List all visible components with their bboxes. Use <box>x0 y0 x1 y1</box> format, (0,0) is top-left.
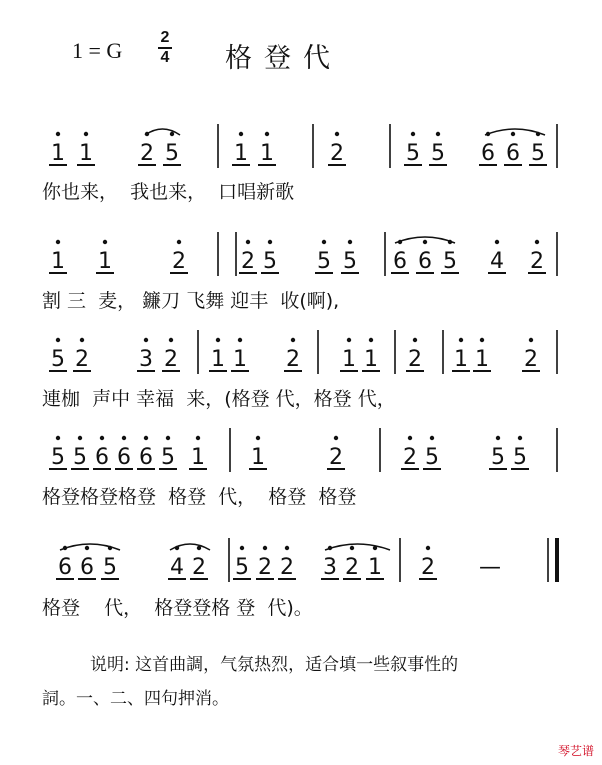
high-octave-dot <box>430 436 434 440</box>
lyric-row-3: 連枷 声中 幸福 来，(格登 代，格登 代， <box>42 388 396 410</box>
note-digit: 2 <box>286 347 300 372</box>
note-digit: 5 <box>235 555 249 580</box>
high-octave-dot <box>480 338 484 342</box>
explanation-line-2: 詞。一、二、四句押消。 <box>42 689 229 709</box>
note-digit: 6 <box>58 555 72 580</box>
high-octave-dot <box>56 240 60 244</box>
note-digit: 2 <box>280 555 294 580</box>
high-octave-dot <box>56 436 60 440</box>
note-digit: 5 <box>103 555 117 580</box>
high-octave-dot <box>529 338 533 342</box>
note-digit: 2 <box>524 347 538 372</box>
note-digit: — <box>479 555 501 580</box>
high-octave-dot <box>350 546 354 550</box>
high-octave-dot <box>334 436 338 440</box>
note-digit: 5 <box>165 141 179 166</box>
high-octave-dot <box>246 240 250 244</box>
high-octave-dot <box>144 436 148 440</box>
note-digit: 5 <box>51 347 65 372</box>
high-octave-dot <box>240 546 244 550</box>
note-digit: 1 <box>475 347 489 372</box>
note-digit: 1 <box>51 249 65 274</box>
high-octave-dot <box>78 436 82 440</box>
note-digit: 1 <box>234 141 248 166</box>
note-digit: 4 <box>170 555 184 580</box>
note-digit: 5 <box>73 445 87 470</box>
high-octave-dot <box>335 132 339 136</box>
note-digit: 6 <box>393 249 407 274</box>
note-digit: 6 <box>117 445 131 470</box>
high-octave-dot <box>263 546 267 550</box>
note-digit: 1 <box>368 555 382 580</box>
explanation-line-1: 说明: 这首曲調，气氛热烈，适合填一些叙事性的 <box>90 655 459 675</box>
high-octave-dot <box>518 436 522 440</box>
key-signature: 1 = G <box>72 38 123 63</box>
note-digit: 2 <box>530 249 544 274</box>
high-octave-dot <box>347 338 351 342</box>
note-digit: 2 <box>408 347 422 372</box>
high-octave-dot <box>170 132 174 136</box>
note-digit: 3 <box>323 555 337 580</box>
high-octave-dot <box>177 240 181 244</box>
note-digit: 2 <box>172 249 186 274</box>
note-digit: 2 <box>421 555 435 580</box>
note-digit: 1 <box>251 445 265 470</box>
slur-arc <box>145 129 180 135</box>
high-octave-dot <box>144 338 148 342</box>
high-octave-dot <box>369 338 373 342</box>
high-octave-dot <box>268 240 272 244</box>
note-digit: 5 <box>317 249 331 274</box>
note-digit: 1 <box>191 445 205 470</box>
note-digit: 2 <box>329 445 343 470</box>
note-digit: 3 <box>139 347 153 372</box>
note-digit: 4 <box>490 249 504 274</box>
note-digit: 1 <box>233 347 247 372</box>
lyric-row-5: 格登 代， 格登登格 登 代)。 <box>42 597 313 619</box>
high-octave-dot <box>426 546 430 550</box>
note-digit: 5 <box>51 445 65 470</box>
high-octave-dot <box>348 240 352 244</box>
note-digit: 6 <box>481 141 495 166</box>
note-digit: 5 <box>443 249 457 274</box>
note-digit: 5 <box>425 445 439 470</box>
note-digit: 6 <box>95 445 109 470</box>
note-digit: 6 <box>506 141 520 166</box>
note-digit: 6 <box>80 555 94 580</box>
note-digit: 6 <box>418 249 432 274</box>
time-signature-top: 2 <box>160 29 170 46</box>
high-octave-dot <box>56 132 60 136</box>
note-digit: 2 <box>345 555 359 580</box>
note-digit: 1 <box>51 141 65 166</box>
note-digit: 1 <box>342 347 356 372</box>
high-octave-dot <box>239 132 243 136</box>
note-digit: 2 <box>75 347 89 372</box>
high-octave-dot <box>197 546 201 550</box>
note-digit: 2 <box>403 445 417 470</box>
slur-arc <box>325 544 390 550</box>
high-octave-dot <box>436 132 440 136</box>
note-digit: 6 <box>139 445 153 470</box>
note-digit: 5 <box>406 141 420 166</box>
high-octave-dot <box>196 436 200 440</box>
note-digit: 5 <box>491 445 505 470</box>
note-digit: 5 <box>343 249 357 274</box>
high-octave-dot <box>265 132 269 136</box>
high-octave-dot <box>216 338 220 342</box>
high-octave-dot <box>408 436 412 440</box>
note-digit: 5 <box>531 141 545 166</box>
high-octave-dot <box>322 240 326 244</box>
high-octave-dot <box>84 132 88 136</box>
note-digit: 2 <box>258 555 272 580</box>
note-digit: 1 <box>454 347 468 372</box>
note-digit: 1 <box>260 141 274 166</box>
high-octave-dot <box>496 436 500 440</box>
note-digit: 5 <box>263 249 277 274</box>
lyric-row-4: 格登格登格登 格登 代， 格登 格登 <box>42 486 357 508</box>
note-digit: 5 <box>431 141 445 166</box>
high-octave-dot <box>166 436 170 440</box>
high-octave-dot <box>103 240 107 244</box>
note-digit: 5 <box>161 445 175 470</box>
high-octave-dot <box>169 338 173 342</box>
high-octave-dot <box>411 132 415 136</box>
note-digit: 1 <box>364 347 378 372</box>
high-octave-dot <box>459 338 463 342</box>
high-octave-dot <box>423 240 427 244</box>
high-octave-dot <box>511 132 515 136</box>
time-signature-bottom: 4 <box>160 49 170 66</box>
high-octave-dot <box>80 338 84 342</box>
note-digit: 1 <box>211 347 225 372</box>
high-octave-dot <box>85 546 89 550</box>
lyric-row-1: 你也来， 我也来， 口唱新歌 <box>42 181 295 203</box>
note-digit: 1 <box>98 249 112 274</box>
note-digit: 2 <box>140 141 154 166</box>
note-digit: 1 <box>79 141 93 166</box>
note-digit: 2 <box>192 555 206 580</box>
high-octave-dot <box>100 436 104 440</box>
note-digit: 2 <box>241 249 255 274</box>
song-title: 格登代 <box>225 43 342 74</box>
note-digit: 5 <box>513 445 527 470</box>
high-octave-dot <box>535 240 539 244</box>
high-octave-dot <box>495 240 499 244</box>
watermark-logo: 琴艺谱 <box>557 744 594 758</box>
high-octave-dot <box>291 338 295 342</box>
high-octave-dot <box>285 546 289 550</box>
note-digit: 2 <box>164 347 178 372</box>
high-octave-dot <box>256 436 260 440</box>
high-octave-dot <box>238 338 242 342</box>
high-octave-dot <box>413 338 417 342</box>
lyric-row-2: 割 三 麦， 鐮刀 飞舞 迎丰 收(啊), <box>42 290 340 312</box>
note-digit: 2 <box>330 141 344 166</box>
high-octave-dot <box>122 436 126 440</box>
high-octave-dot <box>56 338 60 342</box>
